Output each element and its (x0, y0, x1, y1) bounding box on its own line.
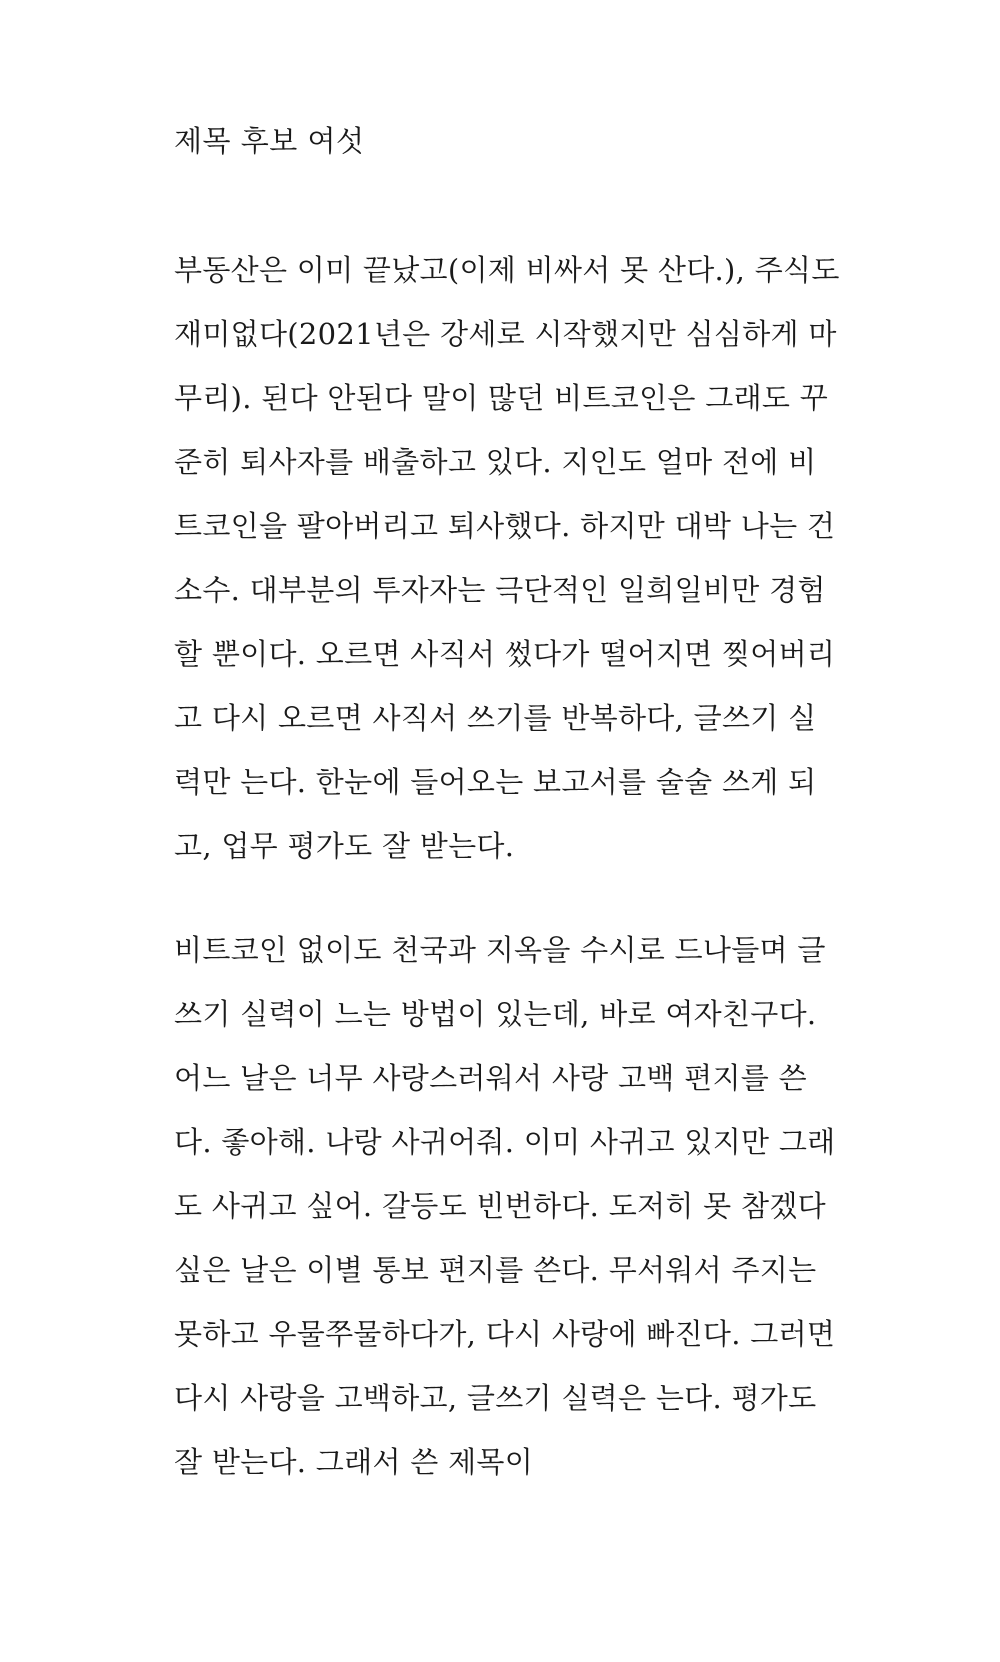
paragraph-line: 싶은 날은 이별 통보 편지를 쓴다. 무서워서 주지는 (174, 1253, 817, 1287)
paragraph-line: 고 다시 오르면 사직서 쓰기를 반복하다, 글쓰기 실 (174, 701, 817, 735)
paragraph-line: 준히 퇴사자를 배출하고 있다. 지인도 얼마 전에 비 (174, 445, 817, 479)
paragraph-line: 다시 사랑을 고백하고, 글쓰기 실력은 는다. 평가도 (174, 1381, 817, 1415)
paragraph-line: 잘 받는다. 그래서 쓴 제목이 (174, 1445, 534, 1479)
paragraph-line: 못하고 우물쭈물하다가, 다시 사랑에 빠진다. 그러면 (174, 1317, 836, 1351)
paragraph-line: 트코인을 팔아버리고 퇴사했다. 하지만 대박 나는 건 (174, 509, 836, 543)
paragraph-line: 력만 는다. 한눈에 들어오는 보고서를 술술 쓰게 되 (174, 765, 817, 799)
paragraph-line: 무리). 된다 안된다 말이 많던 비트코인은 그래도 꾸 (174, 381, 829, 415)
paragraph-line: 재미없다(2021년은 강세로 시작했지만 심심하게 마 (174, 317, 837, 351)
paragraph-line: 도 사귀고 싶어. 갈등도 빈번하다. 도저히 못 참겠다 (174, 1189, 826, 1223)
paragraph-line: 할 뿐이다. 오르면 사직서 썼다가 떨어지면 찢어버리 (174, 637, 836, 671)
paragraph-2 (174, 930, 835, 1506)
paragraph-line: 부동산은 이미 끝났고(이제 비싸서 못 산다.), 주식도 (174, 253, 840, 287)
paragraph-line: 고, 업무 평가도 잘 받는다. (174, 829, 515, 863)
paragraph-line: 어느 날은 너무 사랑스러워서 사랑 고백 편지를 쓴 (174, 1061, 807, 1095)
paragraph-1 (174, 250, 840, 890)
section-heading: 제목 후보 여섯 (174, 124, 365, 158)
paragraph-line: 비트코인 없이도 천국과 지옥을 수시로 드나들며 글 (174, 933, 826, 967)
paragraph-line: 다. 좋아해. 나랑 사귀어줘. 이미 사귀고 있지만 그래 (174, 1125, 836, 1159)
paragraph-line: 쓰기 실력이 느는 방법이 있는데, 바로 여자친구다. (174, 997, 817, 1031)
paragraph-line: 소수. 대부분의 투자자는 극단적인 일희일비만 경험 (174, 573, 826, 607)
